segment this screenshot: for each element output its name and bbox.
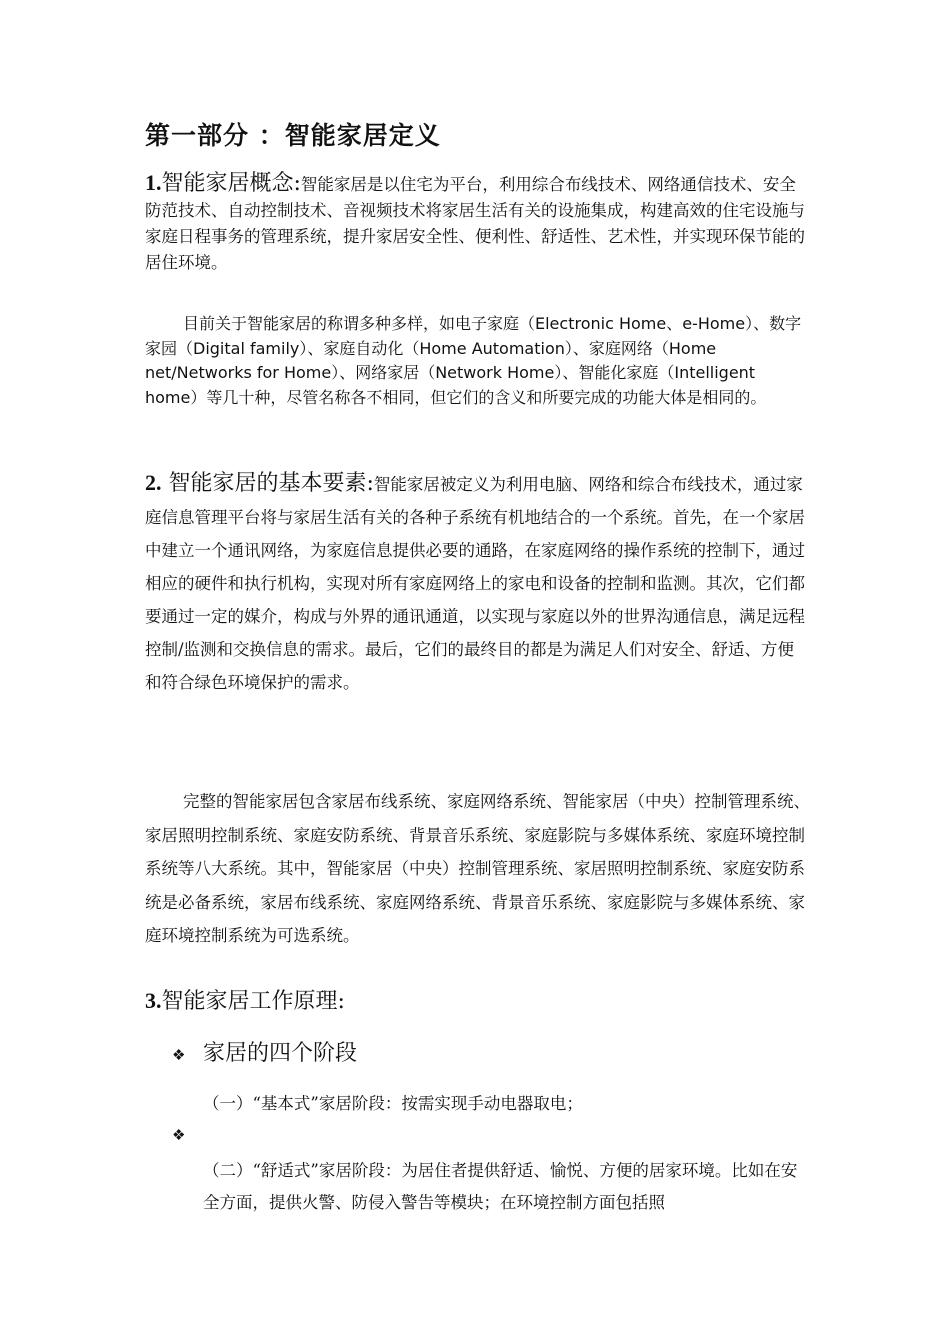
systems-paragraph: 完整的智能家居包含家居布线系统、家庭网络系统、智能家居（中央）控制管理系统、家居照明控制系统、家庭安防系统、背景音乐系统、家庭影院与多媒体系统、家庭环境控制系统等八大系统。其中，智能家居（中央）控制管理系统、家居照明控制系统、家庭安防系统是必备系统，家居布线系统、家庭网络系统、背景音乐系统、家庭影院与多媒体系统、家庭环境控制系统为可选系统。 bbox=[145, 792, 810, 945]
section-2-heading-text: 智能家居的基本要素: bbox=[168, 471, 374, 496]
section-1-number: 1. bbox=[145, 170, 162, 195]
page-title: 第一部分 ：智能家居定义 bbox=[145, 121, 441, 150]
diamond-bullet-icon: ❖ bbox=[172, 1046, 186, 1064]
stage-2-text: （二）“舒适式”家居阶段：为居住者提供舒适、愉悦、方便的居家环境。比如在安全方面，提供火警、防侵入警告等模块；在环境控制方面包括照 bbox=[203, 1161, 798, 1212]
section-1-heading bbox=[145, 171, 301, 196]
bullet-label: 家居的四个阶段 bbox=[203, 1041, 358, 1066]
section-3-heading bbox=[145, 984, 810, 1015]
section-1-text: 智能家居是以住宅为平台，利用综合布线技术、网络通信技术、安全防范技术、自动控制技术、音视频技术将家居生活有关的设施集成，构建高效的住宅设施与家庭日程事务的管理系统，提升家居安全性、便利性、舒适性、艺术性，并实现环保节能的居住环境。 bbox=[145, 175, 805, 272]
section-2-text: 智能家居被定义为利用电脑、网络和综合布线技术，通过家庭信息管理平台将与家居生活有关的各种子系统有机地结合的一个系统。首先，在一个家居中建立一个通讯网络，为家庭信息提供必要的通路，在家庭网络的操作系统的控制下，通过相应的硬件和执行机构，实现对所有家庭网络上的家电和设备的控制和监测。其次，它们都要通过一定的媒介，构成与外界的通讯通道，以实现与家庭以外的世界沟通信息，满足远程控制/监测和交换信息的需求。最后，它们的最终目的都是为满足人们对安全、舒适、方便和符合绿色环境保护的需求。 bbox=[145, 475, 805, 692]
naming-paragraph: 目前关于智能家居的称谓多种多样，如电子家庭（Electronic Home、e-Home）、数字家园（Digital family）、家庭自动化（Home Automation）、家庭网络（Home net/Networks for Home）、网络家居（Network Home）、智能化家庭（Intelligent home）等几十种，尽管名称各不相同，但它们的含义和所要完成的功能大体是相同的。 bbox=[145, 314, 802, 407]
section-1-paragraph bbox=[145, 170, 810, 276]
section-2-number: 2. bbox=[145, 470, 162, 495]
section-1-heading-text: 智能家居概念: bbox=[161, 171, 301, 196]
section-3-heading-text: 智能家居工作原理: bbox=[161, 989, 345, 1014]
section-2-heading bbox=[145, 471, 374, 496]
stage-1-text: （一）“基本式”家居阶段：按需实现手动电器取电； bbox=[203, 1094, 583, 1113]
section-3-number: 3. bbox=[145, 988, 162, 1013]
diamond-bullet-icon: ❖ bbox=[172, 1126, 186, 1144]
section-2-paragraph bbox=[145, 466, 810, 699]
